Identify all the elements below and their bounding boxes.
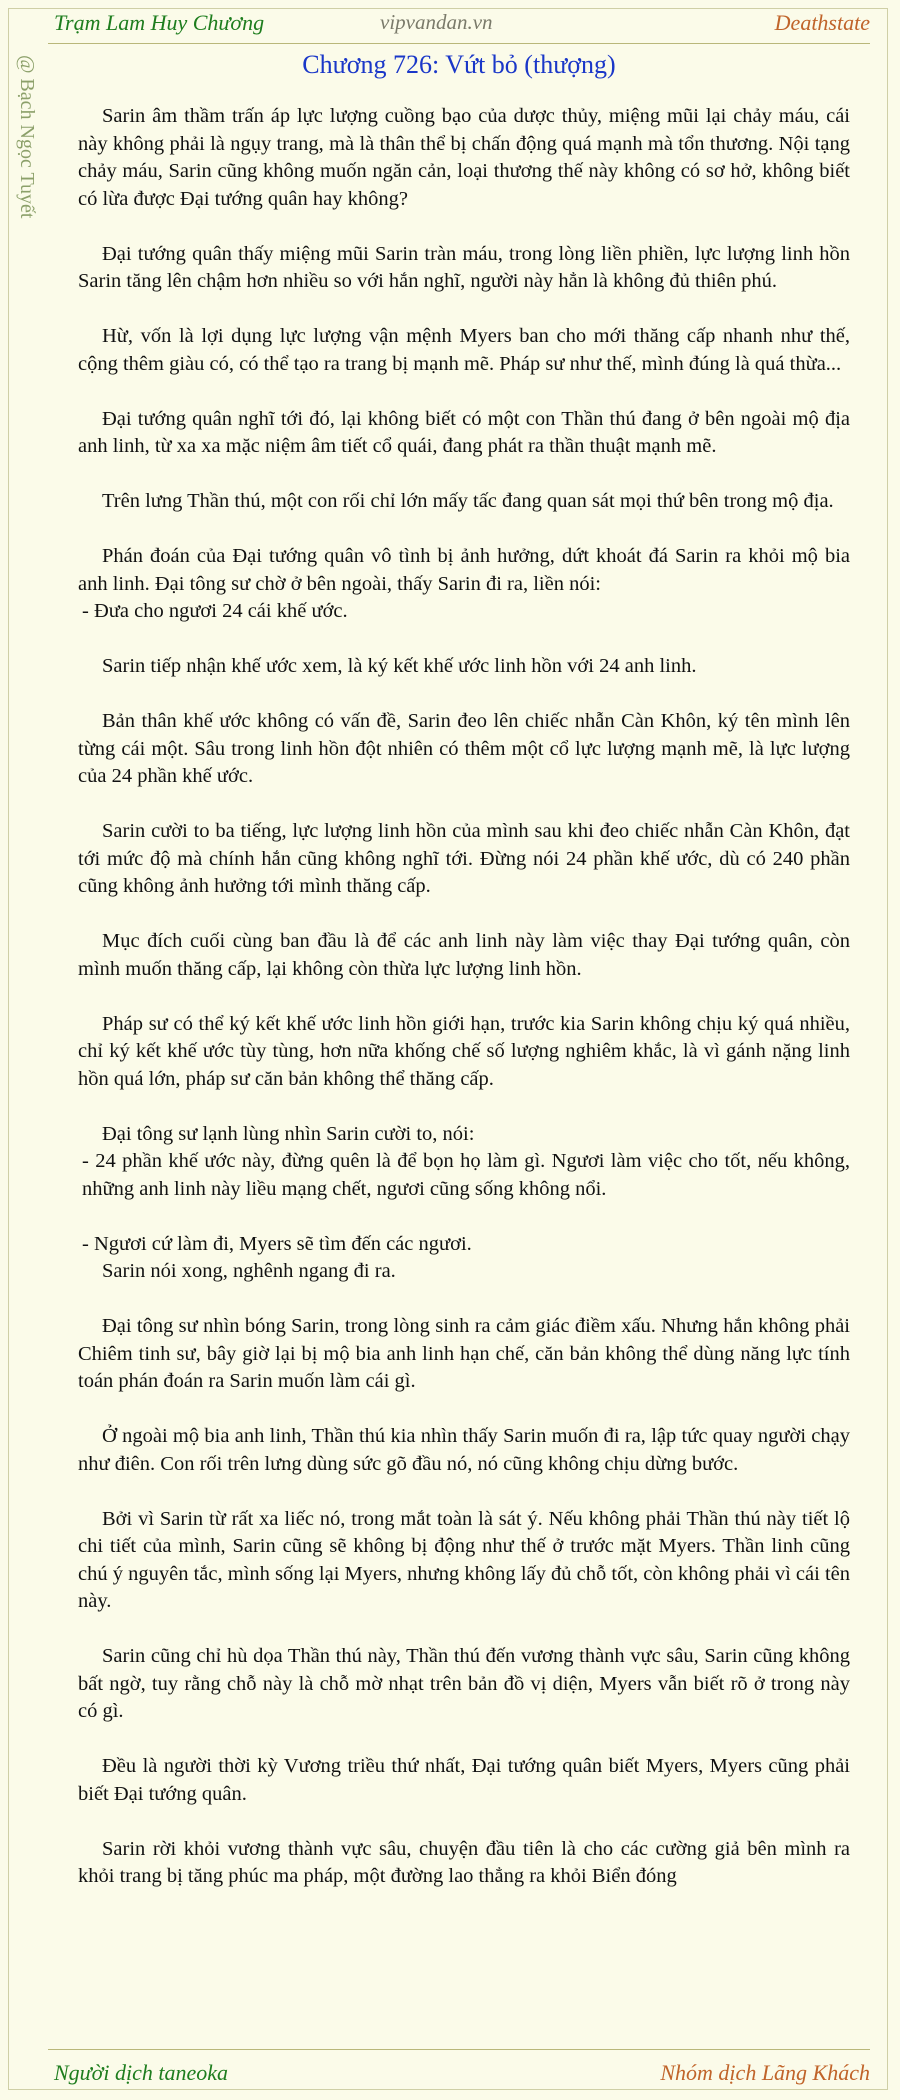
chapter-body [78, 103, 850, 1918]
page-header [40, 8, 870, 40]
paragraph: Đại tông sư lạnh lùng nhìn Sarin cười to, nói: [102, 1122, 475, 1145]
paragraph: Ở ngoài mộ bia anh linh, Thần thú kia nhìn thấy Sarin muốn đi ra, lập tức quay người chạy như điên. Con rối trên lưng dùng sức gõ đầu nó, nó cũng không chịu dừng bước. [78, 1425, 850, 1475]
paragraph: Trên lưng Thần thú, một con rối chỉ lớn mấy tấc đang quan sát mọi thứ bên trong mộ địa. [102, 490, 834, 512]
footer-divider [48, 2049, 870, 2050]
dialogue-line: - Đưa cho ngươi 24 cái khế ước. [82, 600, 348, 622]
paragraph: Đều là người thời kỳ Vương triều thứ nhất, Đại tướng quân biết Myers, Myers cũng phải biết Đại tướng quân. [78, 1755, 850, 1805]
paragraph: Sarin nói xong, nghênh ngang đi ra. [102, 1260, 396, 1282]
header-author: Deathstate [774, 10, 870, 35]
header-site-url[interactable]: vipvandan.vn [380, 10, 493, 34]
dialogue-line: - 24 phần khế ước này, đừng quên là để bọn họ làm gì. Ngươi làm việc cho tốt, nếu không, những anh linh này liều mạng chết, ngươi cũng sống không nổi. [82, 1150, 850, 1200]
paragraph: Sarin cười to ba tiếng, lực lượng linh hồn của mình sau khi đeo chiếc nhẫn Càn Khôn, đạt tới mức độ mà chính hắn cũng không nghĩ tới. Đừng nói 24 phần khế ước, dù có 240 phần cũng không ảnh hưởng tới mình thăng cấp. [78, 820, 850, 897]
page-footer [40, 2058, 870, 2090]
paragraph: Sarin rời khỏi vương thành vực sâu, chuyện đầu tiên là cho các cường giả bên mình ra khỏi trang bị tăng phúc ma pháp, một đường lao thẳng ra khỏi Biển đóng [78, 1837, 850, 1887]
paragraph: Sarin cũng chỉ hù dọa Thần thú này, Thần thú đến vương thành vực sâu, Sarin cũng không bất ngờ, tuy rằng chỗ này là chỗ mờ nhạt trên bản đồ vị diện, Myers vẫn biết rõ ở trong này có gì. [78, 1645, 850, 1722]
paragraph: Hừ, vốn là lợi dụng lực lượng vận mệnh Myers ban cho mới thăng cấp nhanh như thế, cộng thêm giàu có, có thể tạo ra trang bị mạnh mẽ. Pháp sư như thế, mình đúng là quá thừa... [78, 325, 850, 375]
header-divider [48, 43, 870, 44]
paragraph: Pháp sư có thể ký kết khế ước linh hồn giới hạn, trước kia Sarin không chịu ký quá nhiều, chỉ ký kết khế ước tùy tùng, hơn nữa khống chế số lượng nghiêm khắc, là vì gánh nặng linh hồn quá lớn, pháp sư căn bản không thể thăng cấp. [78, 1012, 850, 1090]
footer-translator: Người dịch taneoka [54, 2060, 229, 2085]
side-credit-text: @ Bạch Ngọc Tuyết [16, 55, 38, 219]
paragraph: Sarin âm thầm trấn áp lực lượng cuồng bạo của dược thủy, miệng mũi lại chảy máu, cái này không phải là ngụy trang, mà là thân thể bị chấn động quá mạnh mà tổn thương. Nội tạng chảy máu, Sarin cũng không muốn ngăn cản, loại thương thế này không có sơ hở, không biết có lừa được Đại tướng quân hay không? [78, 105, 850, 210]
dialogue-line: - Ngươi cứ làm đi, Myers sẽ tìm đến các ngươi. [82, 1232, 472, 1255]
paragraph: Bản thân khế ước không có vấn đề, Sarin đeo lên chiếc nhẫn Càn Khôn, ký tên mình lên từng cái một. Sâu trong linh hồn đột nhiên có thêm một cổ lực lượng mạnh mẽ, là lực lượng của 24 phần khế ước. [78, 710, 850, 787]
paragraph: Phán đoán của Đại tướng quân vô tình bị ảnh hưởng, dứt khoát đá Sarin ra khỏi mộ bia anh linh. Đại tông sư chờ ở bên ngoài, thấy Sarin đi ra, liền nói: [78, 545, 850, 595]
paragraph: Đại tướng quân nghĩ tới đó, lại không biết có một con Thần thú đang ở bên ngoài mộ địa anh linh, từ xa xa mặc niệm âm tiết cổ quái, đang phát ra thần thuật mạnh mẽ. [78, 407, 850, 457]
paragraph: Đại tông sư nhìn bóng Sarin, trong lòng sinh ra cảm giác điềm xấu. Nhưng hắn không phải Chiêm tinh sư, bây giờ lại bị mộ bia anh linh hạn chế, căn bản không thể dùng năng lực tính toán phán đoán ra Sarin muốn làm cái gì. [78, 1315, 850, 1392]
header-translator-site: Trạm Lam Huy Chương [54, 10, 265, 35]
paragraph: Mục đích cuối cùng ban đầu là để các anh linh này làm việc thay Đại tướng quân, còn mình muốn thăng cấp, lại không còn thừa lực lượng linh hồn. [78, 930, 850, 980]
paragraph: Đại tướng quân thấy miệng mũi Sarin tràn máu, trong lòng liền phiền, lực lượng linh hồn Sarin tăng lên chậm hơn nhiều so với hắn nghĩ, người này hẳn là không đủ thiên phú. [78, 242, 850, 292]
paragraph: Bởi vì Sarin từ rất xa liếc nó, trong mắt toàn là sát ý. Nếu không phải Thần thú này tiết lộ chi tiết của mình, Sarin cũng sẽ không bị động như thế ở trước mặt Myers. Thần linh cũng chú ý nguyên tắc, mình sống lại Myers, nhưng không lấy đủ chỗ tốt, còn không phải vì cái tên này. [78, 1507, 850, 1612]
side-credit [8, 55, 38, 265]
footer-group: Nhóm dịch Lãng Khách [660, 2060, 870, 2085]
chapter-title: Chương 726: Vứt bỏ (thượng) [302, 50, 616, 79]
paragraph: Sarin tiếp nhận khế ước xem, là ký kết khế ước linh hồn với 24 anh linh. [102, 655, 697, 677]
